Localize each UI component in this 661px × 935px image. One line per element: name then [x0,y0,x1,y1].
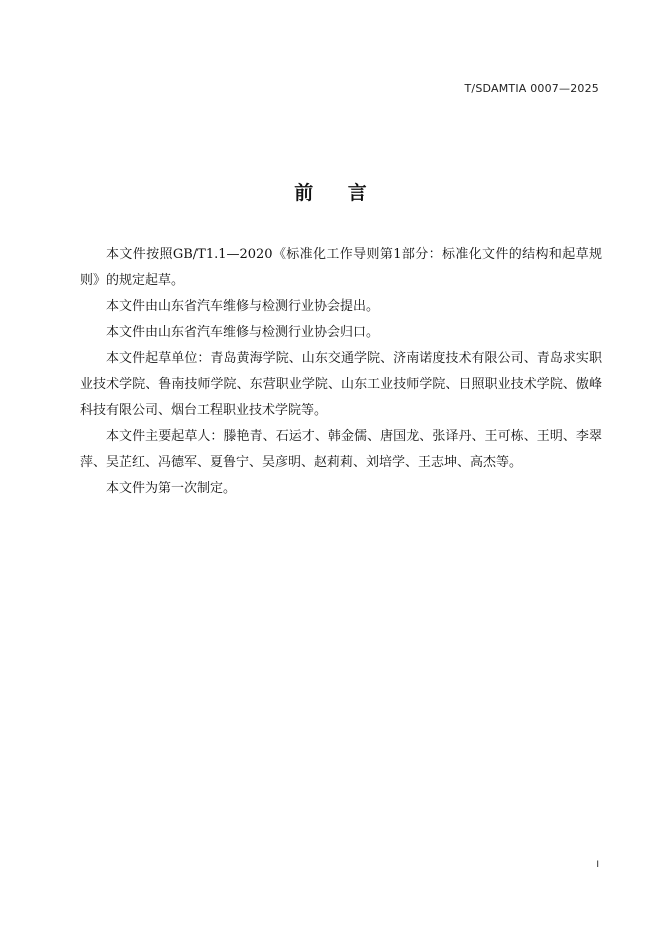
foreword-body [80,242,602,502]
document-code: T/SDAMTIA 0007—2025 [464,82,599,95]
paragraph-first-edition: 本文件为第一次制定。 [106,481,237,496]
page-title: 前 言 [294,182,381,204]
paragraph-main-drafters: 本文件主要起草人：滕艳青、石运才、韩金儒、唐国龙、张译丹、王可栋、王明、李翠萍、吴芷红、冯德军、夏鲁宁、吴彦明、赵莉莉、刘培学、王志坤、高杰等。 [80,429,602,470]
page-number: I [596,860,599,870]
paragraph-proposed-by: 本文件由山东省汽车维修与检测行业协会提出。 [106,299,380,314]
paragraph-centralized-by: 本文件由山东省汽车维修与检测行业协会归口。 [106,325,380,340]
paragraph-drafting-units: 本文件起草单位：青岛黄海学院、山东交通学院、济南诺度技术有限公司、青岛求实职业技术学院、鲁南技师学院、东营职业学院、山东工业技师学院、日照职业技术学院、傲峰科技有限公司、烟台工程职业技术学院等。 [80,351,602,418]
paragraph-drafting-rules: 本文件按照GB/T1.1—2020《标准化工作导则第1部分：标准化文件的结构和起草规则》的规定起草。 [80,247,602,288]
